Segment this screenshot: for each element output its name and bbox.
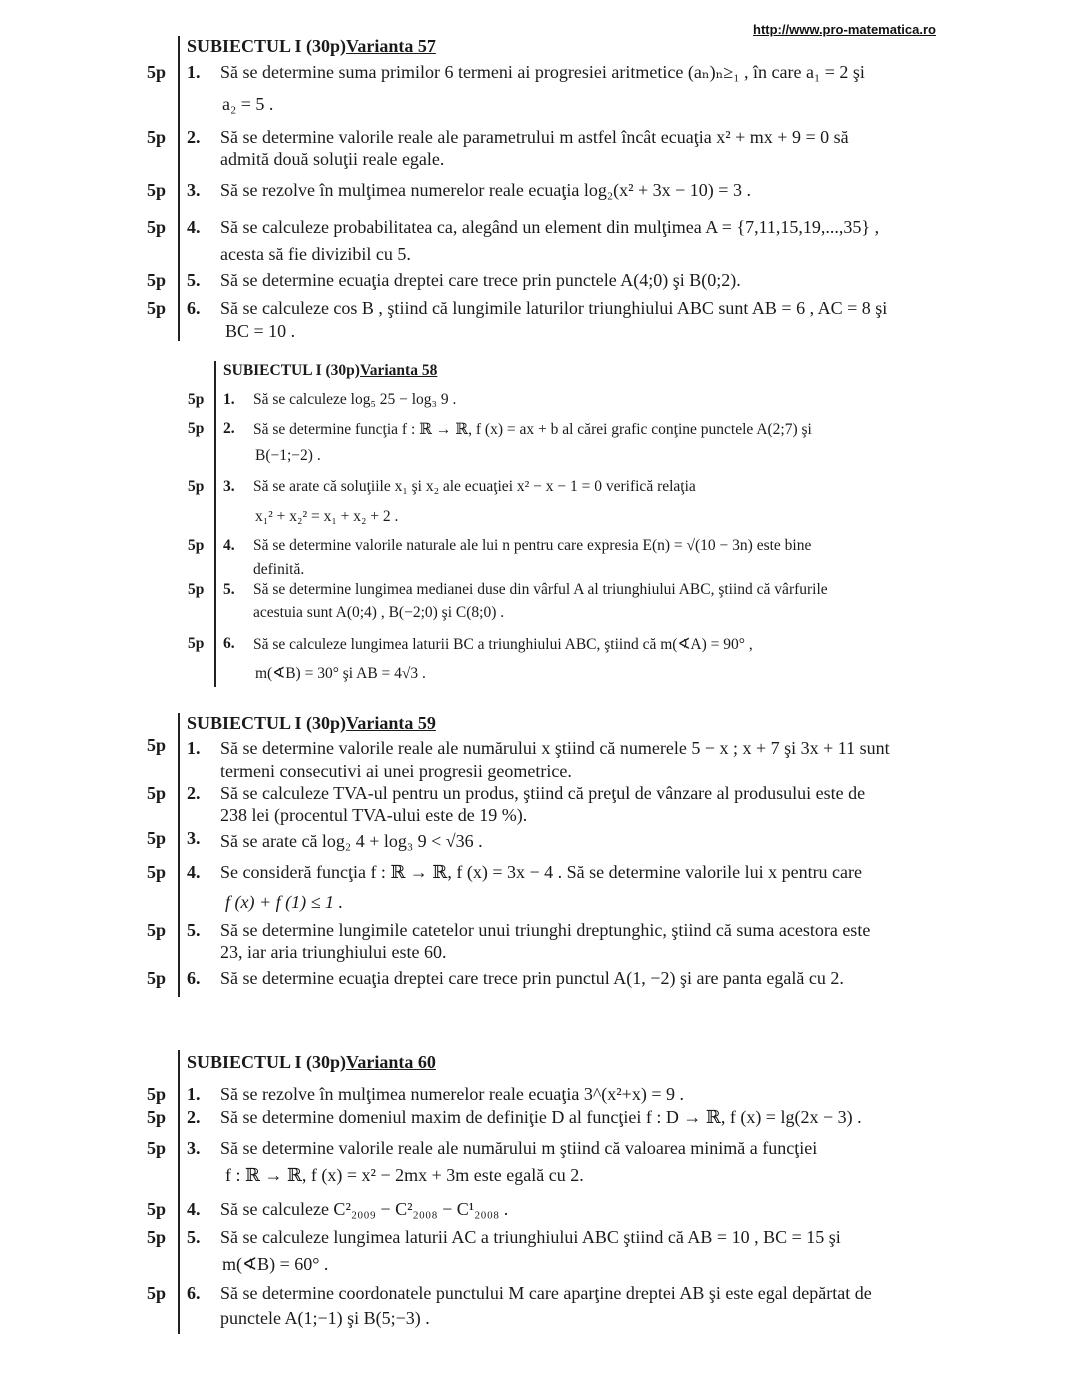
points-label: 5p	[147, 1107, 167, 1127]
problem-text-line2: acestuia sunt A(0;4) , B(−2;0) şi C(8;0) .	[253, 604, 505, 621]
problem-text-line1: Să se determine valorile reale ale numărului x ştiind că numerele 5 − x ; x + 7 şi 3x + 11 sunt	[220, 738, 890, 758]
problem-text-line2: 238 lei (procentul TVA-ului este de 19 %).	[220, 805, 528, 825]
problem-number: 5.	[187, 270, 201, 290]
variant-label: Varianta 58	[359, 362, 438, 379]
points-label: 5p	[188, 478, 205, 495]
problem-text-line1: Să se determine ecuaţia dreptei care trece prin punctul A(1, −2) şi are panta egală cu 2.	[220, 968, 844, 988]
problem-text-line1: Să se determine valorile reale ale parametrului m astfel încât ecuaţia x² + mx + 9 = 0 să	[220, 127, 849, 147]
problem-number: 2.	[187, 783, 201, 803]
section-title-prefix: SUBIECTUL I (30p)	[187, 36, 347, 56]
points-label: 5p	[188, 581, 205, 598]
problem-text-line2: 23, iar aria triunghiului este 60.	[220, 942, 447, 962]
points-label: 5p	[147, 920, 167, 940]
problem-text-line2: acesta să fie divizibil cu 5.	[220, 244, 411, 264]
problem-number: 4.	[187, 1199, 201, 1219]
variant-label: Varianta 57	[346, 36, 436, 56]
problem-text-line1: Să se determine coordonatele punctului M care aparţine dreptei AB şi este egal depărtat de	[220, 1283, 872, 1303]
problem-text-line1: Să se determine ecuaţia dreptei care trece prin punctele A(4;0) şi B(0;2).	[220, 270, 741, 290]
problem-text-line1: Să se calculeze TVA-ul pentru un produs, ştiind că preţul de vânzare al produsului este de	[220, 783, 866, 803]
problem-text-line1: Să se determine valorile reale ale numărului m ştiind că valoarea minimă a funcţiei	[220, 1138, 818, 1158]
points-label: 5p	[147, 62, 167, 82]
problem-text-line1: Să se calculeze probabilitatea ca, alegând un element din mulţimea A = {7,11,15,19,...,35} ,	[220, 217, 880, 237]
points-label: 5p	[147, 180, 167, 200]
problem-text-line1: Să se calculeze log₅ 25 − log₃ 9 .	[253, 391, 457, 408]
section-title	[187, 713, 436, 734]
points-label: 5p	[147, 968, 167, 988]
points-label: 5p	[147, 270, 167, 290]
problem-text-line2: f : ℝ → ℝ, f (x) = x² − 2mx + 3m este egală cu 2.	[225, 1165, 584, 1185]
problem-number: 3.	[187, 1138, 201, 1158]
problem-number: 1.	[187, 1084, 201, 1104]
problem-text-line1: Se consideră funcţia f : ℝ → ℝ, f (x) = 3x − 4 . Să se determine valorile lui x pentru care	[220, 862, 863, 882]
problem-text-line1: Să se calculeze lungimea laturii AC a triunghiului ABC ştiind că AB = 10 , BC = 15 şi	[220, 1227, 841, 1247]
problem-text-line1: Să se arate că soluţiile x₁ şi x₂ ale ecuaţiei x² − x − 1 = 0 verifică relaţia	[253, 478, 696, 495]
problem-text-line1: Să se determine valorile naturale ale lui n pentru care expresia E(n) = √(10 − 3n) este bine	[253, 537, 812, 554]
points-label: 5p	[147, 828, 167, 848]
points-label: 5p	[188, 635, 205, 652]
points-label: 5p	[188, 391, 205, 408]
points-label: 5p	[188, 420, 205, 437]
problem-number: 3.	[187, 180, 201, 200]
problem-text-line2: BC = 10 .	[225, 321, 296, 341]
problem-text-line1: Să se calculeze C²₂₀₀₉ − C²₂₀₀₈ − C¹₂₀₀₈ .	[220, 1199, 509, 1219]
problem-text-line2: termeni consecutivi ai unei progresii geometrice.	[220, 761, 572, 781]
problem-text-line2: x₁² + x₂² = x₁ + x₂ + 2 .	[255, 508, 399, 525]
variant-label: Varianta 59	[346, 713, 436, 733]
problem-number: 3.	[187, 828, 201, 848]
points-label: 5p	[147, 1084, 167, 1104]
problem-text-line1: Să se calculeze cos B , ştiind că lungimile laturilor triunghiului ABC sunt AB = 6 , AC = 8 şi	[220, 298, 888, 318]
problem-number: 4.	[187, 862, 201, 882]
points-label: 5p	[147, 217, 167, 237]
problem-text-line2: definită.	[253, 561, 305, 578]
points-label: 5p	[147, 783, 167, 803]
problem-number: 6.	[223, 635, 235, 652]
variant-label: Varianta 60	[346, 1052, 436, 1072]
section-title-prefix: SUBIECTUL I (30p)	[223, 362, 360, 379]
problem-number: 5.	[187, 1227, 201, 1247]
problem-number: 5.	[187, 920, 201, 940]
points-label: 5p	[147, 1227, 167, 1247]
points-label: 5p	[147, 1283, 167, 1303]
problem-number: 2.	[187, 127, 201, 147]
problem-text-line2: punctele A(1;−1) şi B(5;−3) .	[220, 1308, 430, 1328]
points-label: 5p	[147, 1138, 167, 1158]
problem-number: 5.	[223, 581, 235, 598]
points-label: 5p	[147, 862, 167, 882]
problem-text-line1: Să se arate că log₂ 4 + log₃ 9 < √36 .	[220, 831, 483, 851]
problem-number: 1.	[223, 391, 235, 408]
section-title	[187, 1052, 436, 1073]
section-title	[187, 36, 436, 57]
problem-text-line2: m(∢B) = 60° .	[222, 1254, 329, 1274]
problem-number: 1.	[187, 738, 201, 758]
points-label: 5p	[188, 537, 205, 554]
section-divider-line	[178, 1050, 180, 1334]
section-divider-line	[178, 36, 180, 341]
problem-number: 6.	[187, 1283, 201, 1303]
problem-text-line1: Să se determine domeniul maxim de definiţie D al funcţiei f : D → ℝ, f (x) = lg(2x − 3) .	[220, 1107, 862, 1127]
points-label: 5p	[147, 1199, 167, 1219]
problem-number: 4.	[223, 537, 235, 554]
problem-text-line2: admită două soluţii reale egale.	[220, 149, 445, 169]
section-title-prefix: SUBIECTUL I (30p)	[187, 1052, 347, 1072]
problem-text-line1: Să se rezolve în mulţimea numerelor reale ecuaţia log₂(x² + 3x − 10) = 3 .	[220, 180, 751, 200]
problem-text-line1: Să se determine funcţia f : ℝ → ℝ, f (x) = ax + b al cărei grafic conţine punctele A(2;7) şi	[253, 421, 812, 438]
points-label: 5p	[147, 735, 167, 755]
problem-text-line2: B(−1;−2) .	[255, 447, 321, 464]
problem-text-line1: Să se calculeze lungimea laturii BC a triunghiului ABC, ştiind că m(∢A) = 90° ,	[253, 636, 753, 653]
problem-number: 6.	[187, 298, 201, 318]
problem-text-line1: Să se rezolve în mulţimea numerelor reale ecuaţia 3^(x²+x) = 9 .	[220, 1084, 684, 1104]
problem-number: 3.	[223, 478, 235, 495]
problem-number: 1.	[187, 62, 201, 82]
problem-number: 2.	[223, 420, 235, 437]
problem-text-line1: Să se determine lungimea medianei duse din vârful A al triunghiului ABC, ştiind că vârfurile	[253, 581, 828, 598]
problem-text-line1: Să se determine lungimile catetelor unui triunghi dreptunghic, ştiind că suma acestora este	[220, 920, 871, 940]
section-divider-line	[214, 361, 216, 687]
points-label: 5p	[147, 127, 167, 147]
points-label: 5p	[147, 298, 167, 318]
problem-number: 2.	[187, 1107, 201, 1127]
problem-text-line2: f (x) + f (1) ≤ 1 .	[225, 892, 343, 912]
section-title	[223, 362, 437, 380]
problem-text-line2: m(∢B) = 30° şi AB = 4√3 .	[255, 665, 426, 682]
problem-text-line2: a₂ = 5 .	[222, 94, 274, 114]
source-url-link[interactable]: http://www.pro-matematica.ro	[753, 22, 936, 37]
problem-number: 4.	[187, 217, 201, 237]
section-title-prefix: SUBIECTUL I (30p)	[187, 713, 347, 733]
problem-text-line1: Să se determine suma primilor 6 termeni ai progresiei aritmetice (aₙ)ₙ≥₁ , în care a₁ = 2 şi	[220, 62, 865, 82]
section-divider-line	[178, 713, 180, 997]
problem-number: 6.	[187, 968, 201, 988]
